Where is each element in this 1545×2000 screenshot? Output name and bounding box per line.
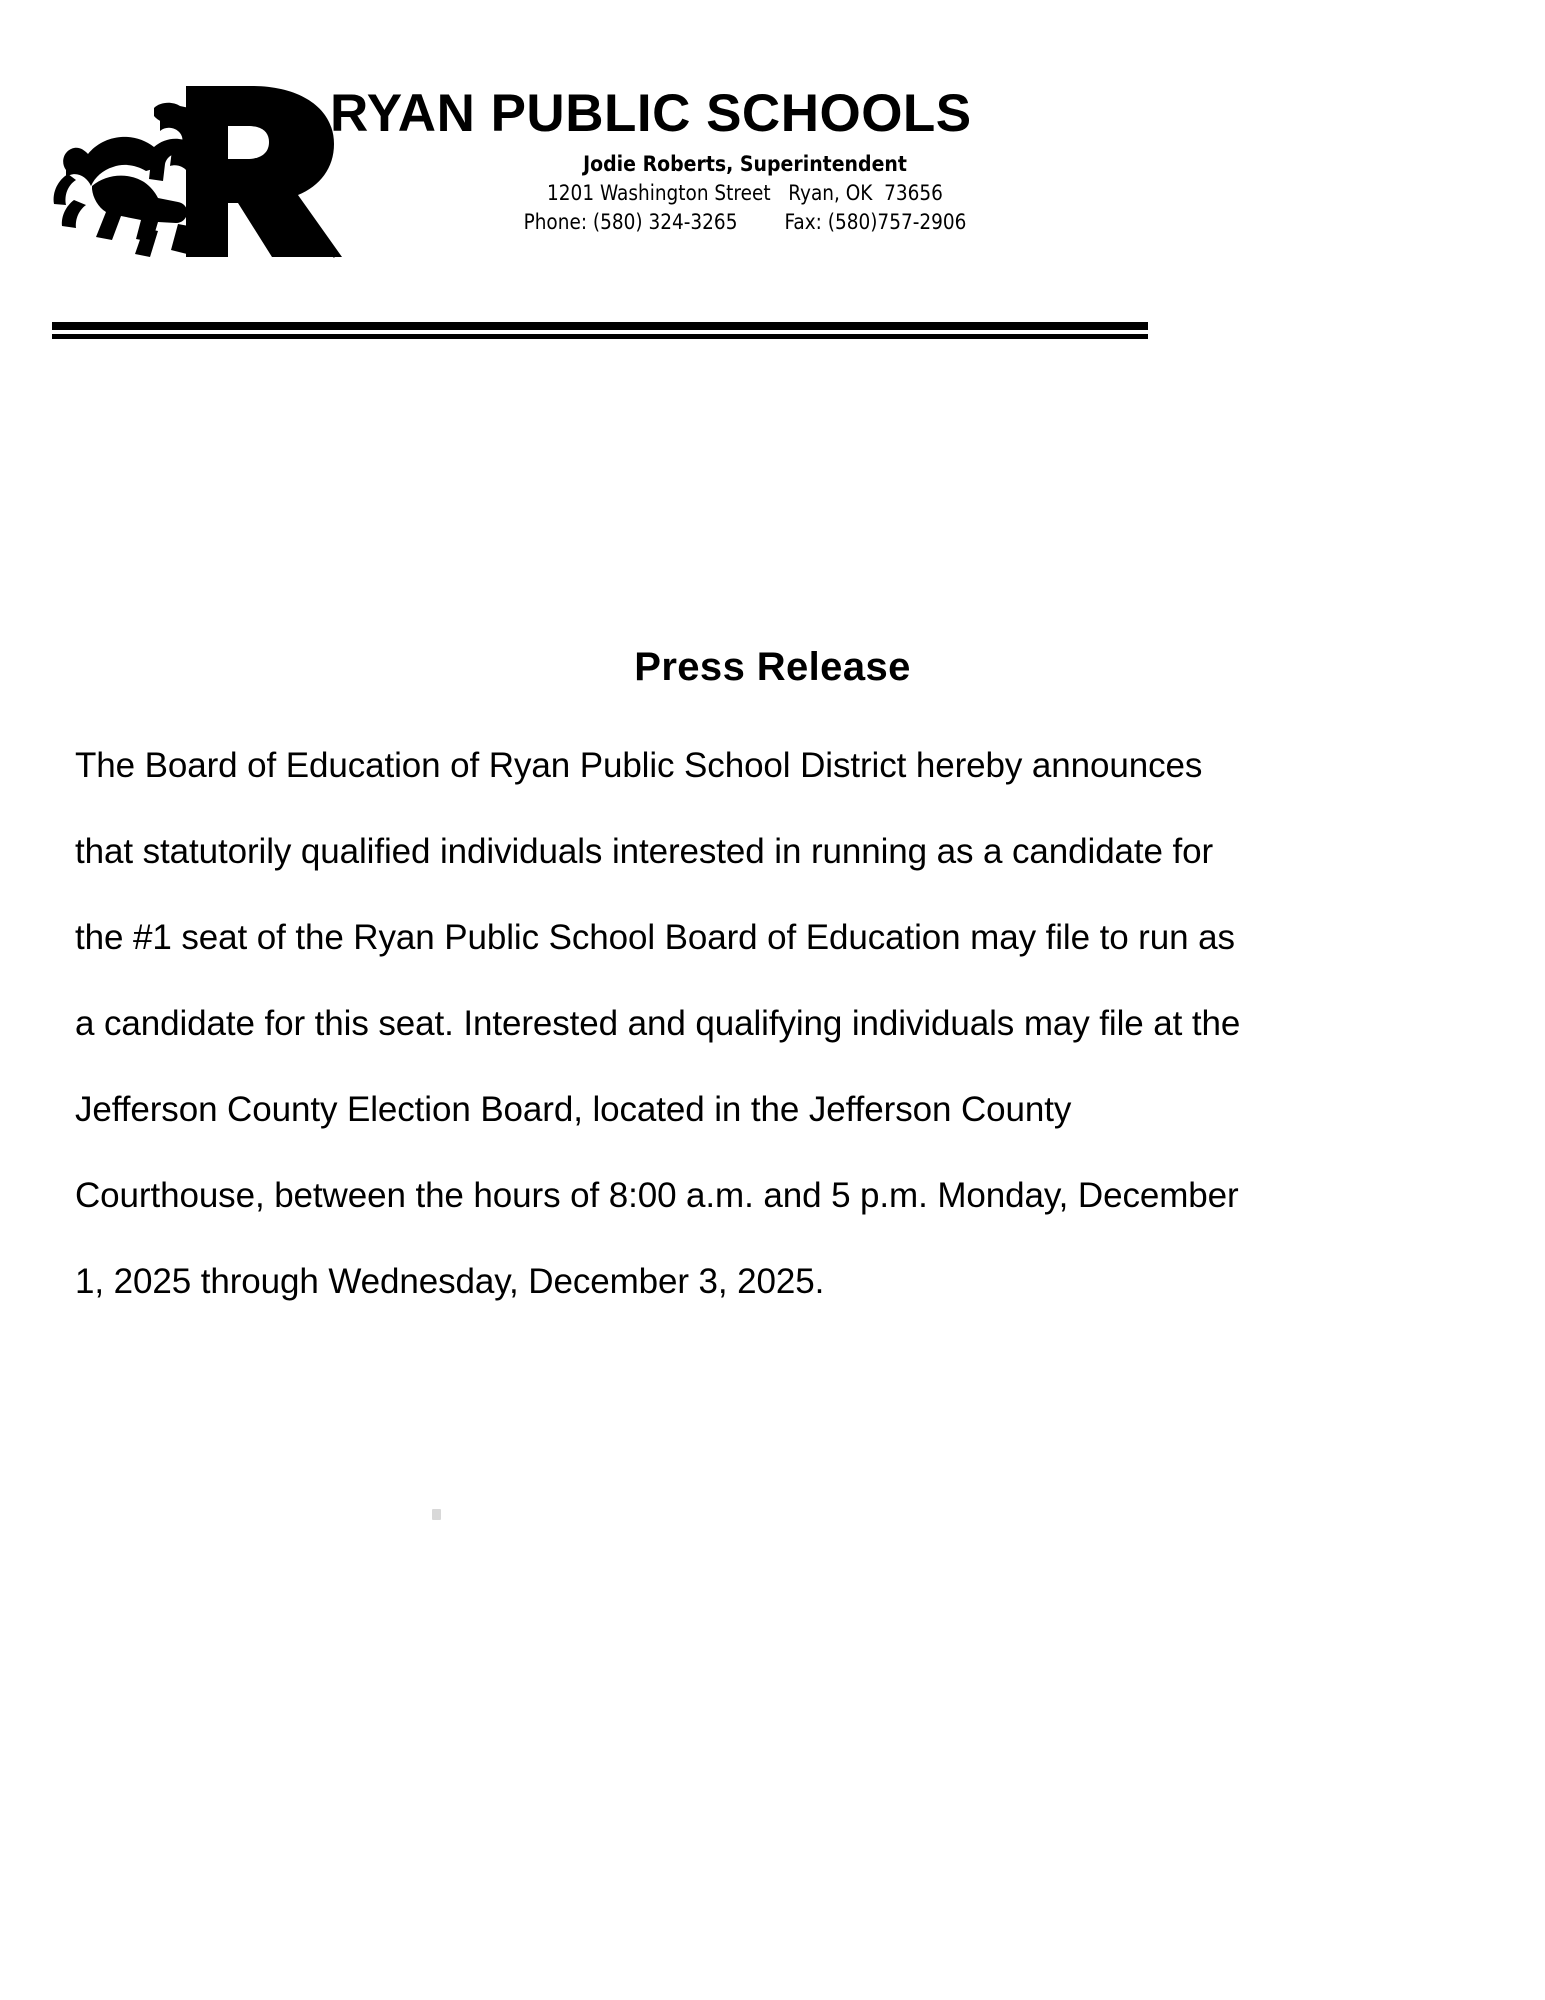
body-line: that statutorily qualified individuals interested in running as a candidate for bbox=[75, 832, 1214, 871]
divider-rule-thin bbox=[52, 334, 1148, 339]
press-release-body bbox=[75, 723, 1241, 1325]
body-line: a candidate for this seat. Interested and qualifying individuals may file at the bbox=[75, 1004, 1241, 1043]
body-line: Jefferson County Election Board, located in the Jefferson County bbox=[75, 1090, 1072, 1129]
header-divider bbox=[52, 322, 1148, 339]
district-name: RYAN PUBLIC SCHOOLS bbox=[330, 84, 972, 143]
school-logo-icon bbox=[48, 78, 358, 263]
phone-fax-line: Phone: (580) 324-3265 Fax: (580)757-2906 bbox=[523, 210, 967, 234]
contact-block bbox=[330, 150, 1160, 237]
body-line: Courthouse, between the hours of 8:00 a.m. and 5 p.m. Monday, December bbox=[75, 1176, 1239, 1215]
scan-artifact bbox=[432, 1509, 441, 1520]
body-line: 1, 2025 through Wednesday, December 3, 2025. bbox=[75, 1262, 825, 1301]
divider-rule-thick bbox=[52, 322, 1148, 330]
superintendent-line: Jodie Roberts, Superintendent bbox=[583, 152, 907, 177]
letterhead bbox=[0, 0, 1545, 300]
body-line: The Board of Education of Ryan Public School District hereby announces bbox=[75, 746, 1203, 785]
address-line: 1201 Washington Street Ryan, OK 73656 bbox=[547, 181, 943, 205]
body-line: the #1 seat of the Ryan Public School Board of Education may file to run as bbox=[75, 918, 1235, 957]
page-title: Press Release bbox=[634, 645, 911, 689]
